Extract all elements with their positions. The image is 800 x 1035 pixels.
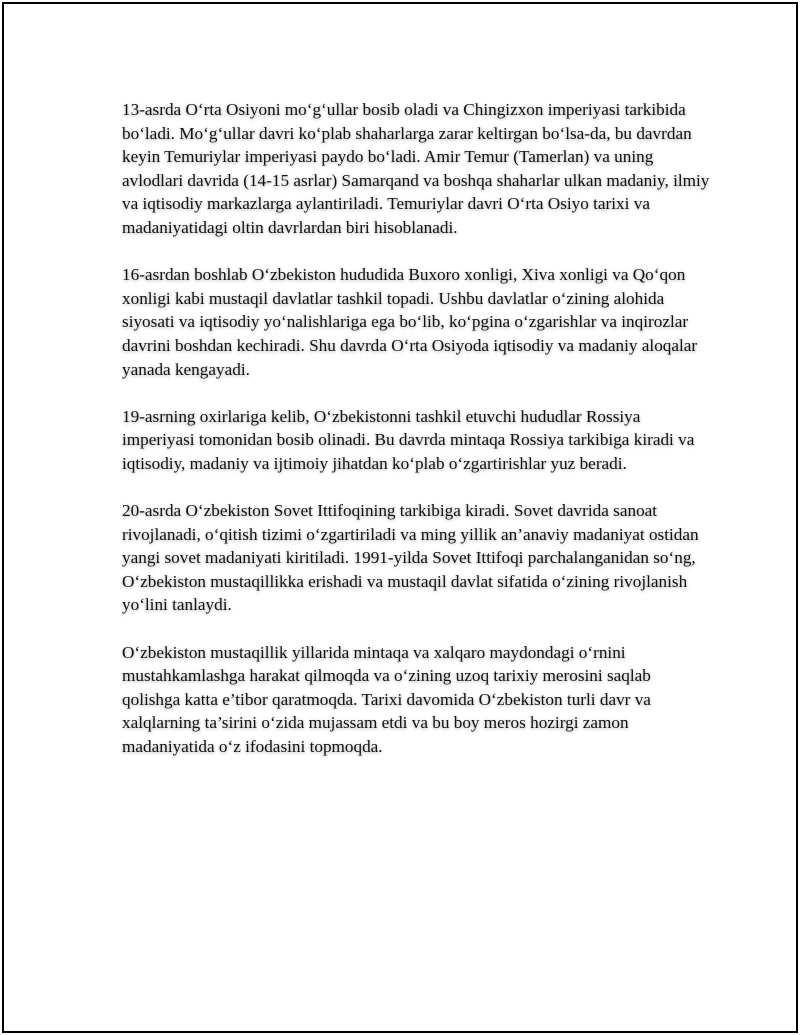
paragraph-independence: O‘zbekiston mustaqillik yillarida mintaqa va xalqaro maydondagi o‘rnini mustahkamlashga harakat qilmoqda va o‘zining uzoq tarixiy merosini saqlab qolishga katta e’tibor qaratmoqda. Tarixi davomida O‘zbekiston turli davr va xalqlarning ta’sirini o‘zida mujassam etdi va bu boy meros hozirgi zamon madaniyatida o‘z ifodasini topmoqda. [122,642,651,757]
paragraph-khanates: 16-asrdan boshlab O‘zbekiston hududida Buxoro xonligi, Xiva xonligi va Qo‘qon xonligi kabi mustaqil davlatlar tashkil topadi. Ushbu davlatlar o‘zining alohida siyosati va iqtisodiy yo‘nalishlariga ega bo‘lib, ko‘pgina o‘zgarishlar va inqirozlar davrini boshdan kechiradi. Shu davrda O‘rta Osiyoda iqtisodiy va madaniy aloqalar yanada kengayadi. [122,265,698,379]
paragraph-mongol-timurid: 13-asrda O‘rta Osiyoni mo‘g‘ullar bosib oladi va Chingizxon imperiyasi tarkibida bo‘ladi. Mo‘g‘ullar davri ko‘plab shaharlarga zarar keltirgan bo‘lsa-da, bu davrdan keyin Temuriylar imperiyasi paydo bo‘ladi. Amir Temur (Tamerlan) va uning avlodlari davrida (14-15 asrlar) Samarqand va boshqa shaharlar ulkan madaniy, ilmiy va iqtisodiy markazlarga aylantiriladi. Temuriylar davri O‘rta Osiyo tarixi va madaniyatidagi oltin davrlardan biri hisoblanadi. [122,100,710,237]
page-frame [2,2,798,1033]
paragraph-russian-empire: 19-asrning oxirlariga kelib, O‘zbekistonni tashkil etuvchi hududlar Rossiya imperiyasi tomonidan bosib olinadi. Bu davrda mintaqa Rossiya tarkibiga kiradi va iqtisodiy, madaniy va ijtimoiy jihatdan ko‘plab o‘zgartirishlar yuz beradi. [122,406,695,473]
paragraph-soviet-era: 20-asrda O‘zbekiston Sovet Ittifoqining tarkibiga kiradi. Sovet davrida sanoat rivojlanadi, o‘qitish tizimi o‘zgartiriladi va ming yillik an’anaviy madaniyat ostidan yangi sovet madaniyati kiritiladi. 1991-yilda Sovet Ittifoqi parchalanganidan so‘ng, O‘zbekiston mustaqillikka erishadi va mustaqil davlat sifatida o‘zining rivojlanish yo‘lini tanlaydi. [122,501,699,615]
document-body [122,98,712,782]
